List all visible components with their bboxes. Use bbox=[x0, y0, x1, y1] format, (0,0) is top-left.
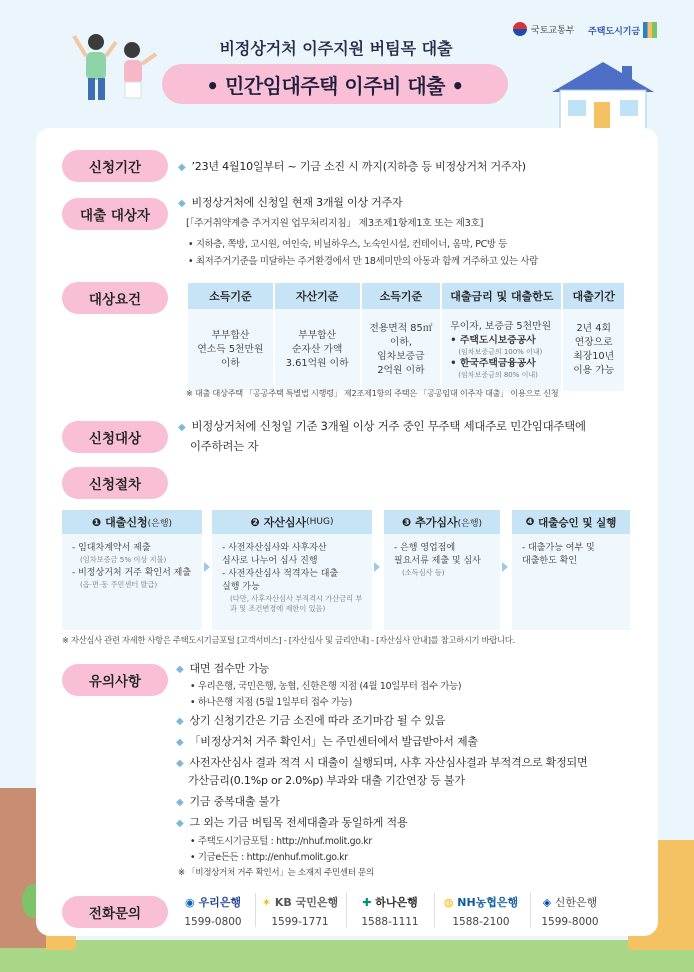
step-arrow-icon bbox=[204, 562, 210, 572]
target-item-2: • 최저주거기준을 미달하는 주거환경에서 만 18세미만의 아동과 함께 거주하고 있는 사람 bbox=[188, 256, 538, 267]
step-3-body: - 은행 영업점에 필요서류 제출 및 심사 (소득심사 등) bbox=[394, 543, 481, 577]
bank-kb bbox=[258, 894, 342, 928]
hana-logo-icon: ✚ bbox=[362, 896, 372, 909]
bullet-icon: ◆ bbox=[176, 818, 184, 829]
header-house: 소득기준 bbox=[362, 283, 441, 309]
notice-label: 유의사항 bbox=[62, 664, 168, 696]
cell-income: 부부합산 연소득 5천만원 이하 bbox=[188, 309, 273, 391]
bullet-icon: ◆ bbox=[176, 716, 184, 727]
page-title-text: • 민간임대주택 이주비 대출 • bbox=[206, 73, 464, 98]
bullet-icon: ◆ bbox=[176, 664, 184, 675]
bank-shinhan-phone: 1599-8000 bbox=[541, 916, 599, 928]
target-label: 대출 대상자 bbox=[62, 198, 168, 230]
applicant-line-2: 이주하려는 자 bbox=[190, 439, 259, 453]
header-period: 대출기간 bbox=[563, 283, 624, 309]
target-item-1: • 지하층, 쪽방, 고시원, 여인숙, 비닐하우스, 노숙인시설, 컨테이너, 움막, PC방 등 bbox=[188, 239, 508, 250]
kb-logo-icon: ✶ bbox=[261, 896, 272, 909]
requirements-footnote: ※ 대출 대상주택 「공공주택 특별법 시행령」 제2조제1항의 주택은 「공공임대 이주자 대출」 이용으로 신청 bbox=[186, 388, 559, 398]
notice-3: ◆ 「비정상거처 거주 확인서」는 주민센터에서 발급받아서 제출 bbox=[176, 735, 478, 748]
bank-nh bbox=[436, 894, 526, 928]
table-row bbox=[188, 309, 624, 391]
bank-hana-phone: 1588-1111 bbox=[361, 916, 419, 928]
fund-logo bbox=[588, 22, 657, 38]
divider bbox=[434, 893, 435, 927]
step-arrow-icon bbox=[374, 562, 380, 572]
nh-logo-icon: ◍ bbox=[443, 896, 454, 909]
step-4-header: ❹ 대출승인 및 실행 bbox=[512, 510, 630, 534]
bullet-icon: ◆ bbox=[176, 797, 184, 808]
bullet-icon: ◆ bbox=[178, 162, 186, 173]
house-illustration-icon bbox=[548, 58, 658, 132]
bank-woori-name: ◉ 우리은행 bbox=[185, 896, 241, 909]
bank-kb-phone: 1599-1771 bbox=[271, 916, 329, 928]
bank-nh-name: ◍ NH농협은행 bbox=[443, 896, 519, 909]
divider bbox=[530, 893, 531, 927]
woori-logo-icon: ◉ bbox=[185, 896, 195, 909]
notice-5: ◆ 기금 중복대출 불가 bbox=[176, 795, 280, 808]
page-subtitle: 비정상거처 이주지원 버팀목 대출 bbox=[219, 39, 453, 58]
notice-foot: ※ 「비정상거처 거주 확인서」는 소재지 주민센터 문의 bbox=[178, 868, 374, 878]
bank-woori-phone: 1599-0800 bbox=[184, 916, 242, 928]
applicant-label: 신청대상 bbox=[62, 421, 168, 453]
procedure-note: ※ 자산심사 관련 자세한 사항은 주택도시기금포털 [고객서비스] - [자산심사 및 금리안내] - [자산심사 안내]를 참고하시기 바랍니다. bbox=[62, 635, 515, 645]
notice-6b: • 기금e든든 : http://enhuf.molit.go.kr bbox=[190, 852, 348, 863]
bullet-icon: ◆ bbox=[178, 198, 186, 209]
bank-shinhan bbox=[532, 894, 608, 928]
contact-label: 전화문의 bbox=[62, 896, 168, 928]
period-text bbox=[178, 158, 526, 174]
notice-2: ◆ 상기 신청기간은 기금 소진에 따라 조기마감 될 수 있음 bbox=[176, 714, 446, 727]
step-3-header: ❸ 추가심사 (은행) bbox=[384, 510, 500, 534]
notice-6a: • 주택도시기금포털 : http://nhuf.molit.go.kr bbox=[190, 836, 372, 847]
cell-rate: 무이자, 보증금 5천만원 • 주택도시보증공사 (임차보증금의 100% 이내) • 한국주택금융공사 (임차보증금의 80% 이내) bbox=[442, 309, 561, 391]
header-income: 소득기준 bbox=[188, 283, 273, 309]
fund-building-icon bbox=[643, 22, 657, 38]
notice-1b: • 하나은행 지점 (5월 1일부터 접수 가능) bbox=[190, 697, 352, 708]
step-arrow-icon bbox=[502, 562, 508, 572]
cell-house: 전용면적 85㎡ 이하, 임차보증금 2억원 이하 bbox=[362, 309, 441, 391]
cell-asset: 부부합산 순자산 가액 3.61억원 이하 bbox=[275, 309, 360, 391]
step-3 bbox=[384, 510, 500, 630]
step-4-body: - 대출가능 여부 및 대출한도 확인 bbox=[522, 543, 595, 566]
bullet-icon: ◆ bbox=[176, 737, 184, 748]
requirements-table bbox=[186, 283, 626, 391]
target-ref: [「주거취약계층 주거지원 업무처리지침」 제3조제1항제1호 또는 제3호] bbox=[186, 218, 484, 229]
people-illustration-icon bbox=[70, 28, 160, 104]
header-rate: 대출금리 및 대출한도 bbox=[442, 283, 561, 309]
page-title bbox=[162, 64, 508, 104]
bank-woori bbox=[176, 894, 250, 928]
target-main: ◆ 비정상거처에 신청일 현재 3개월 이상 거주자 bbox=[178, 196, 403, 209]
step-1-header: ❶ 대출신청 (은행) bbox=[62, 510, 202, 534]
fund-name: 주택도시기금 bbox=[588, 26, 641, 37]
notice-1a: • 우리은행, 국민은행, 농협, 신한은행 지점 (4월 10일부터 접수 가능) bbox=[190, 681, 462, 692]
step-2-header: ❷ 자산심사 (HUG) bbox=[212, 510, 372, 534]
step-2-body: - 사전자산심사와 사후자산 심사로 나누어 심사 진행 - 사전자산심사 적격자는 대출 실행 가능 (다만, 사후자산심사 부적격시 가산금리 부과 및 조건변경에 제한이 있음) bbox=[222, 543, 363, 613]
step-1-body: - 임대차계약서 제출 (임차보증금 5% 이상 지불) - 비정상거처 거주 확인서 제출 (읍·면·동 주민센터 발급) bbox=[72, 543, 192, 589]
bullet-icon: ◆ bbox=[178, 422, 186, 433]
ministry-name: 국토교통부 bbox=[531, 25, 575, 36]
ministry-emblem-icon bbox=[513, 22, 527, 36]
bank-hana-name: ✚ 하나은행 bbox=[362, 896, 418, 909]
background-ground bbox=[0, 940, 694, 972]
notice-1: ◆ 대면 접수만 가능 bbox=[176, 662, 270, 675]
bank-kb-name: ✶ KB 국민은행 bbox=[261, 896, 339, 909]
requirements-label: 대상요건 bbox=[62, 282, 168, 314]
procedure-label: 신청절차 bbox=[62, 467, 168, 499]
bullet-icon: ◆ bbox=[176, 758, 184, 769]
notice-4: ◆ 사전자산심사 결과 적격 시 대출이 실행되며, 사후 자산심사결과 부적격으로 확정되면 bbox=[176, 756, 588, 769]
step-4 bbox=[512, 510, 630, 630]
bank-nh-phone: 1588-2100 bbox=[452, 916, 510, 928]
period-value: ’23년 4월10일부터 ~ 기금 소진 시 까지(지하층 등 비정상거처 거주자) bbox=[191, 160, 526, 173]
notice-4b: 가산금리(0.1%p or 2.0%p) 부과와 대출 기간연장 등 불가 bbox=[188, 774, 465, 787]
cell-period: 2년 4회 연장으로 최장10년 이용 가능 bbox=[563, 309, 624, 391]
header-asset: 자산기준 bbox=[275, 283, 360, 309]
divider bbox=[346, 893, 347, 927]
ministry-logo bbox=[513, 22, 574, 36]
table-header-row bbox=[188, 283, 624, 309]
shinhan-logo-icon: ◈ bbox=[542, 896, 552, 909]
applicant-line-1: ◆ 비정상거처에 신청일 기준 3개월 이상 거주 중인 무주택 세대주로 민간임대주택에 bbox=[178, 419, 586, 433]
step-2 bbox=[212, 510, 372, 630]
period-label: 신청기간 bbox=[62, 150, 168, 182]
notice-6: ◆ 그 외는 기금 버팀목 전세대출과 동일하게 적용 bbox=[176, 816, 408, 829]
bank-shinhan-name: ◈ 신한은행 bbox=[542, 896, 598, 909]
step-1 bbox=[62, 510, 202, 630]
bank-hana bbox=[350, 894, 430, 928]
divider bbox=[255, 893, 256, 927]
